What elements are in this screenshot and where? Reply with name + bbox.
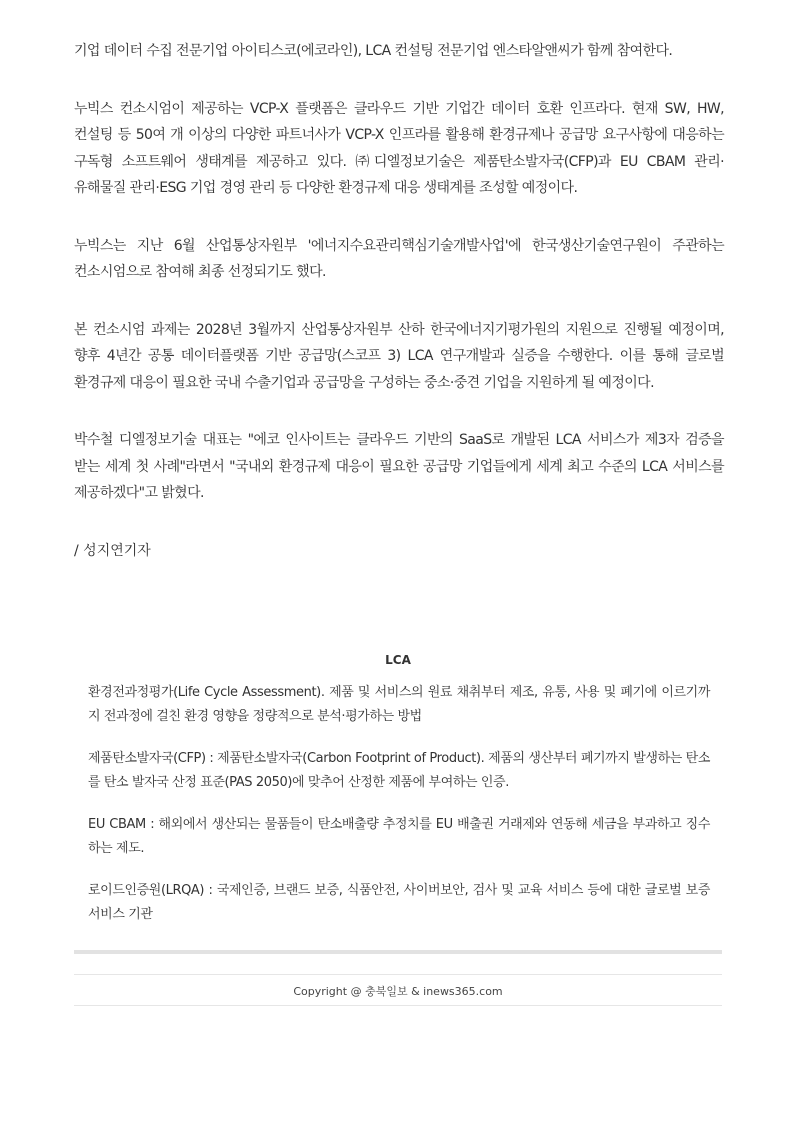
article-paragraph-5: 박수철 디엘정보기술 대표는 "에코 인사이트는 클라우드 기반의 SaaS로 개발된 LCA 서비스가 제3자 검증을 받는 세계 첫 사례"라면서 "국내외 환경규제 대응이 필요한 공급망 기업들에게 세계 최고 수준의 LCA 서비스를 제공하겠다"고 밝혔다. — [74, 432, 724, 501]
glossary-title: LCA — [385, 653, 411, 667]
footer-bottom-divider — [74, 1005, 722, 1006]
glossary-term-lca: 환경전과정평가(Life Cycle Assessment). 제품 및 서비스의 원료 채취부터 제조, 유통, 사용 및 폐기에 이르기까지 전과정에 걸친 환경 영향을 정량적으로 분석·평가하는 방법 — [88, 685, 710, 724]
article-paragraph-2: 누빅스 컨소시엄이 제공하는 VCP-X 플랫폼은 클라우드 기반 기업간 데이터 호환 인프라다. 현재 SW, HW, 컨설팅 등 50여 개 이상의 다양한 파트너사가 VCP-X 인프라를 활용해 환경규제나 공급망 요구사항에 대응하는 구독형 소프트웨어 생태계를 제공하고 있다. ㈜디엘정보기술은 제품탄소발자국(CFP)과 EU CBAM 관리·유해물질 관리·ESG 기업 경영 관리 등 다양한 환경규제 대응 생태계를 조성할 예정이다. — [74, 100, 724, 196]
article-byline: / 성지연기자 — [74, 542, 151, 559]
article-paragraph-1: 기업 데이터 수집 전문기업 아이티스코(에코라인), LCA 컨설팅 전문기업 엔스타알앤씨가 함께 참여한다. — [74, 43, 673, 59]
glossary-box — [74, 653, 722, 945]
footer-top-divider — [74, 974, 722, 975]
footer-copyright: Copyright @ 충북일보 & inews365.com — [293, 985, 503, 998]
glossary-divider — [74, 950, 722, 954]
glossary-term-cbam: EU CBAM : 해외에서 생산되는 물품들이 탄소배출량 추정치를 EU 배출권 거래제와 연동해 세금을 부과하고 징수하는 제도. — [88, 817, 710, 856]
glossary-term-cfp: 제품탄소발자국(CFP) : 제품탄소발자국(Carbon Footprint of Product). 제품의 생산부터 폐기까지 발생하는 탄소를 탄소 발자국 산정 표준(PAS 2050)에 맞추어 산정한 제품에 부여하는 인증. — [88, 751, 710, 790]
article-paragraph-4: 본 컨소시엄 과제는 2028년 3월까지 산업통상자원부 산하 한국에너지기평가원의 지원으로 진행될 예정이며, 향후 4년간 공통 데이터플랫폼 기반 공급망(스코프 3) LCA 연구개발과 실증을 수행한다. 이를 통해 글로벌 환경규제 대응이 필요한 국내 수출기업과 공급망을 구성하는 중소·중견 기업을 지원하게 될 예정이다. — [74, 321, 724, 391]
glossary-term-lrqa: 로이드인증원(LRQA) : 국제인증, 브랜드 보증, 식품안전, 사이버보안, 검사 및 교육 서비스 등에 대한 글로벌 보증 서비스 기관 — [88, 883, 710, 922]
article-body — [74, 38, 724, 564]
article-paragraph-3: 누빅스는 지난 6월 산업통상자원부 '에너지수요관리핵심기술개발사업'에 한국생산기술연구원이 주관하는 컨소시엄으로 참여해 최종 선정되기도 했다. — [74, 237, 724, 280]
